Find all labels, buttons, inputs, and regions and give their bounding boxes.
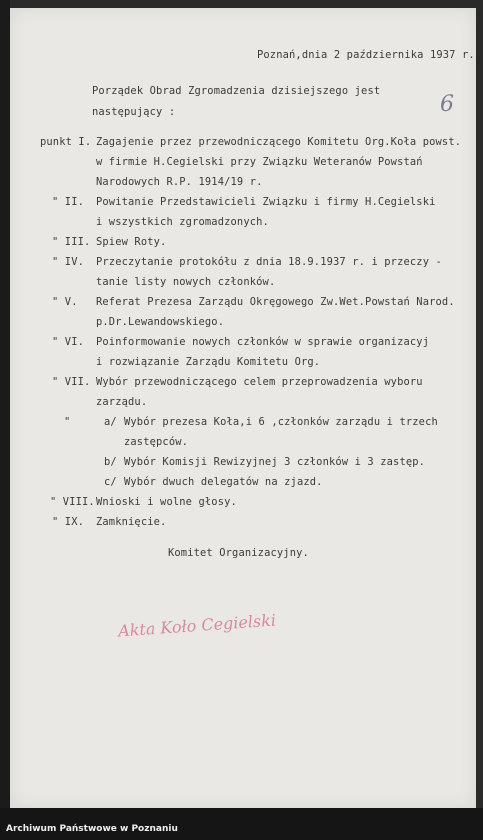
- subitem-line: Wybór dwuch delegatów na zjazd.: [124, 476, 323, 488]
- item-line: Poinformowanie nowych członków w sprawie organizacyj: [96, 336, 430, 348]
- item-mark: punkt I.: [40, 136, 92, 148]
- item-mark: " V.: [52, 296, 78, 308]
- item-line: tanie listy nowych członków.: [96, 276, 276, 288]
- subitem-line: Wybór prezesa Koła,i 6 ,członków zarządu i trzech: [124, 416, 438, 428]
- pencil-page-number: 6: [440, 92, 454, 117]
- item-line: i wszystkich zgromadzonych.: [96, 216, 269, 228]
- item-line: Zagajenie przez przewodniczącego Komitetu Org.Koła powst.: [96, 136, 462, 148]
- item-mark: " III.: [52, 236, 91, 248]
- subitem-letter: b/: [104, 456, 117, 468]
- intro-line-1: Porządek Obrad Zgromadzenia dzisiejszego jest: [92, 85, 381, 97]
- subitem-letter: a/: [104, 416, 117, 428]
- item-line: Spiew Roty.: [96, 236, 167, 248]
- item-line: p.Dr.Lewandowskiego.: [96, 316, 225, 328]
- footer-bar: [0, 808, 483, 840]
- item-mark: " VII.: [52, 376, 91, 388]
- item-line: Wnioski i wolne głosy.: [96, 496, 237, 508]
- item-mark: " VIII.: [50, 496, 95, 508]
- item-mark: " VI.: [52, 336, 85, 348]
- item-mark: " II.: [52, 196, 85, 208]
- signature-line: Komitet Organizacyjny.: [168, 547, 309, 559]
- subitem-line: Wybór Komisji Rewizyjnej 3 członków i 3 zastęp.: [124, 456, 426, 468]
- archive-name: Archiwum Państwowe w Poznaniu: [6, 824, 178, 834]
- item-line: zarządu.: [96, 396, 148, 408]
- item-line: w firmie H.Cegielski przy Związku Weteranów Powstań: [96, 156, 423, 168]
- scan-edge: [0, 0, 10, 808]
- date-line: Poznań,dnia 2 października 1937 r.: [257, 49, 475, 61]
- subitem-letter: c/: [104, 476, 117, 488]
- item-line: Powitanie Przedstawicieli Związku i firmy H.Cegielski: [96, 196, 436, 208]
- subitem-mark: ": [64, 416, 71, 428]
- item-line: Przeczytanie protokółu z dnia 18.9.1937 r. i przeczy -: [96, 256, 442, 268]
- item-line: Wybór przewodniczącego celem przeprowadzenia wyboru: [96, 376, 423, 388]
- intro-line-2: następujący :: [92, 106, 176, 118]
- document-page: [10, 8, 476, 808]
- item-line: Zamknięcie.: [96, 516, 167, 528]
- item-mark: " IV.: [52, 256, 85, 268]
- item-line: i rozwiązanie Zarządu Komitetu Org.: [96, 356, 321, 368]
- subitem-line: zastępców.: [124, 436, 189, 448]
- archive-stamp: Akta Koło Cegielski: [117, 610, 277, 641]
- item-line: Referat Prezesa Zarządu Okręgowego Zw.Wet.Powstań Narod.: [96, 296, 455, 308]
- item-mark: " IX.: [52, 516, 85, 528]
- item-line: Narodowych R.P. 1914/19 r.: [96, 176, 263, 188]
